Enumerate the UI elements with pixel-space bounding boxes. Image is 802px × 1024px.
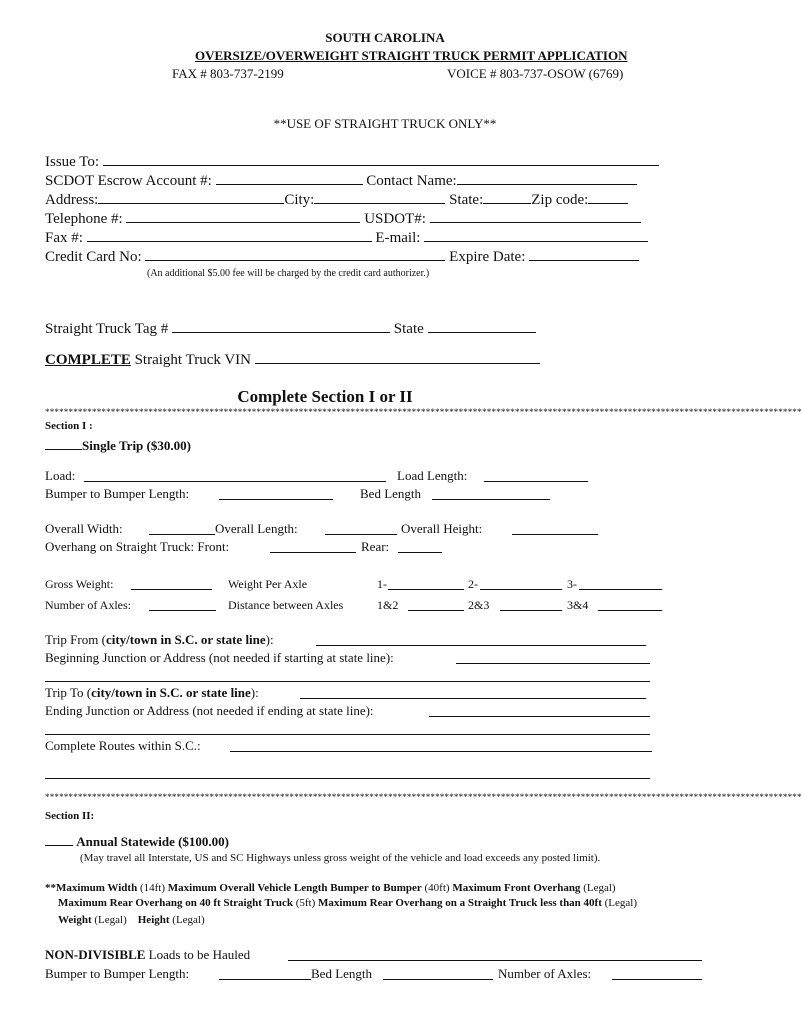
height-label: Height: [137, 914, 170, 926]
s2-num-axles-label: Number of Axles:: [498, 966, 592, 981]
section-1-label: Section I :: [45, 420, 93, 432]
issue-to-label: Issue To:: [45, 154, 100, 170]
escrow-field[interactable]: [216, 171, 363, 185]
trip-from-field[interactable]: [316, 645, 646, 646]
voice-number: VOICE # 803-737-OSOW (6769): [447, 66, 624, 81]
trip-to-field[interactable]: [300, 698, 646, 699]
max-width-value: (14ft): [139, 882, 165, 894]
bed-length-field[interactable]: [432, 499, 550, 500]
dist-23-field[interactable]: [500, 610, 562, 611]
number-of-axles-label: Number of Axles:: [45, 598, 131, 612]
truck-vin-row: [45, 350, 540, 369]
escrow-row: [45, 171, 637, 190]
fax-number: FAX # 803-737-2199: [172, 66, 284, 81]
dist-34-field[interactable]: [598, 610, 662, 611]
fax-field[interactable]: [87, 228, 372, 242]
axle-1-label: 1-: [377, 577, 387, 591]
truck-state-label: State: [393, 321, 424, 337]
dist-23-label: 2&3: [468, 598, 490, 612]
fee-note: (An additional $5.00 fee will be charged by the credit card authorizer.): [147, 268, 430, 279]
trip-to-label: [45, 685, 259, 701]
load-field[interactable]: [84, 481, 386, 482]
max-front-value: (Legal): [583, 882, 616, 894]
overall-width-field[interactable]: [149, 534, 215, 535]
escrow-label: SCDOT Escrow Account #:: [45, 173, 212, 189]
axle-2-weight-field[interactable]: [480, 589, 562, 590]
axle-3-weight-field[interactable]: [579, 589, 662, 590]
issue-to-row: [45, 152, 659, 171]
separator-stars: *****************************************************************************************************************************************************************: [45, 407, 802, 417]
state-label: State:: [449, 192, 484, 208]
expire-field[interactable]: [529, 247, 639, 261]
truck-vin-field[interactable]: [255, 350, 540, 364]
expire-label: Expire Date:: [449, 249, 526, 265]
axle-1-weight-field[interactable]: [388, 589, 464, 590]
form-title: OVERSIZE/OVERWEIGHT STRAIGHT TRUCK PERMIT APPLICATION: [195, 48, 628, 63]
nondivisible-label: Loads to be Hauled: [148, 947, 251, 962]
s2-bed-length-field[interactable]: [383, 979, 493, 980]
overall-length-label: Overall Length:: [215, 521, 298, 536]
zip-field[interactable]: [588, 190, 628, 204]
state-field[interactable]: [483, 190, 531, 204]
weight-value: (Legal): [94, 914, 127, 926]
complete-label: COMPLETE: [45, 352, 131, 368]
telephone-label: Telephone #:: [45, 211, 123, 227]
axle-3-label: 3-: [567, 577, 577, 591]
load-label: Load:: [45, 468, 76, 483]
max-limits-row-2: [58, 897, 637, 909]
bed-length-label: Bed Length: [360, 486, 422, 501]
single-trip-label: Single Trip ($30.00): [82, 438, 191, 453]
weight-label: Weight: [58, 914, 92, 926]
overall-length-field[interactable]: [325, 534, 397, 535]
section-2-label: Section II:: [45, 810, 95, 822]
email-label: E-mail:: [375, 230, 421, 246]
max-front-label: Maximum Front Overhang: [452, 882, 581, 894]
dist-12-field[interactable]: [408, 610, 464, 611]
address-field[interactable]: [98, 190, 284, 204]
truck-tag-label: Straight Truck Tag #: [45, 321, 169, 337]
separator-stars-2: *****************************************************************************************************************************************************************: [45, 792, 802, 802]
overhang-front-field[interactable]: [270, 552, 356, 553]
telephone-row: [45, 209, 641, 228]
height-value: (Legal): [172, 914, 205, 926]
axle-2-label: 2-: [468, 577, 478, 591]
usdot-field[interactable]: [430, 209, 641, 223]
bumper-length-field[interactable]: [219, 499, 333, 500]
header-state: SOUTH CAROLINA: [325, 30, 445, 45]
nondivisible-row: [45, 947, 250, 963]
overall-height-field[interactable]: [512, 534, 598, 535]
max-length-label: Maximum Overall Vehicle Length Bumper to Bumper: [167, 882, 422, 894]
max-rear-short-value: (Legal): [604, 897, 638, 909]
issue-to-field[interactable]: [103, 152, 659, 166]
annual-note: (May travel all Interstate, US and SC Highways unless gross weight of the vehicle and load exceeds any posted limit).: [80, 852, 601, 864]
address-row: [45, 190, 628, 209]
bumper-length-label: Bumper to Bumper Length:: [45, 486, 190, 501]
number-of-axles-field[interactable]: [149, 610, 216, 611]
contact-field[interactable]: [457, 171, 637, 185]
address-label: Address:: [45, 192, 99, 208]
begin-junction-field[interactable]: [456, 663, 650, 664]
overhang-rear-label: Rear:: [361, 539, 390, 554]
max-limits-row-3: [58, 914, 205, 926]
section-heading: Complete Section I or II: [237, 387, 413, 406]
trip-to-bold: city/town in S.C. or state line: [91, 685, 251, 700]
straight-truck-notice: **USE OF STRAIGHT TRUCK ONLY**: [273, 116, 497, 131]
begin-junction-label: Beginning Junction or Address (not needed if starting at state line):: [45, 650, 394, 665]
fax-label: Fax #:: [45, 230, 83, 246]
email-field[interactable]: [424, 228, 648, 242]
max-rear-short-label: Maximum Rear Overhang on a Straight Truck less than 40ft: [318, 897, 602, 909]
telephone-field[interactable]: [126, 209, 360, 223]
overall-height-label: Overall Height:: [401, 521, 483, 536]
annual-row: [45, 832, 229, 850]
credit-card-label: Credit Card No:: [45, 249, 142, 265]
truck-tag-row: [45, 319, 536, 338]
dist-12-label: 1&2: [377, 598, 399, 612]
city-label: City:: [284, 192, 315, 208]
trip-from-text: Trip From (: [45, 632, 106, 647]
s2-bumper-field[interactable]: [219, 979, 311, 980]
trip-from-bold: city/town in S.C. or state line: [105, 632, 266, 647]
max-rear-value: (5ft): [295, 897, 316, 909]
max-width-label: **Maximum Width: [45, 882, 138, 894]
weight-per-axle-label: Weight Per Axle: [228, 577, 308, 591]
trip-from-close: ):: [265, 632, 274, 647]
fax-row: [45, 228, 648, 247]
truck-tag-field[interactable]: [172, 319, 390, 333]
gross-weight-label: Gross Weight:: [45, 577, 114, 591]
load-length-label: Load Length:: [397, 468, 468, 483]
truck-vin-label: Straight Truck VIN: [134, 352, 251, 368]
end-junction-field[interactable]: [429, 716, 650, 717]
routes-field[interactable]: [230, 751, 652, 752]
city-field[interactable]: [314, 190, 445, 204]
credit-card-field[interactable]: [145, 247, 445, 261]
annual-label: Annual Statewide ($100.00): [76, 834, 230, 849]
nondivisible-field[interactable]: [288, 960, 702, 961]
max-rear-label: Maximum Rear Overhang on 40 ft Straight Truck: [58, 897, 293, 909]
distance-axles-label: Distance between Axles: [228, 598, 344, 612]
end-junction-label: Ending Junction or Address (not needed if ending at state line):: [45, 703, 374, 718]
max-limits-row-1: [45, 882, 616, 894]
dist-34-label: 3&4: [567, 598, 589, 612]
overhang-front-label: Overhang on Straight Truck: Front:: [45, 539, 230, 554]
overall-width-label: Overall Width:: [45, 521, 123, 536]
s2-bumper-label: Bumper to Bumper Length:: [45, 966, 190, 981]
load-length-field[interactable]: [484, 481, 588, 482]
overhang-rear-field[interactable]: [398, 552, 442, 553]
truck-state-field[interactable]: [428, 319, 536, 333]
end-junction-field-2[interactable]: [45, 734, 650, 735]
single-trip-row: [45, 436, 191, 454]
begin-junction-field-2[interactable]: [45, 681, 650, 682]
trip-to-close: ):: [250, 685, 259, 700]
routes-label: Complete Routes within S.C.:: [45, 738, 201, 753]
s2-bed-length-label: Bed Length: [311, 966, 373, 981]
zip-label: Zip code:: [531, 192, 589, 208]
s2-num-axles-field[interactable]: [612, 979, 702, 980]
trip-from-label: [45, 632, 274, 648]
trip-to-text: Trip To (: [45, 685, 92, 700]
single-trip-checkbox[interactable]: [45, 436, 82, 450]
routes-field-2[interactable]: [45, 778, 650, 779]
usdot-label: USDOT#:: [364, 211, 426, 227]
gross-weight-field[interactable]: [131, 589, 212, 590]
annual-checkbox[interactable]: [45, 832, 73, 846]
contact-label: Contact Name:: [366, 173, 457, 189]
credit-card-row: [45, 247, 639, 266]
nondivisible-label-bold: NON-DIVISIBLE: [45, 947, 146, 962]
max-length-value: (40ft): [424, 882, 450, 894]
